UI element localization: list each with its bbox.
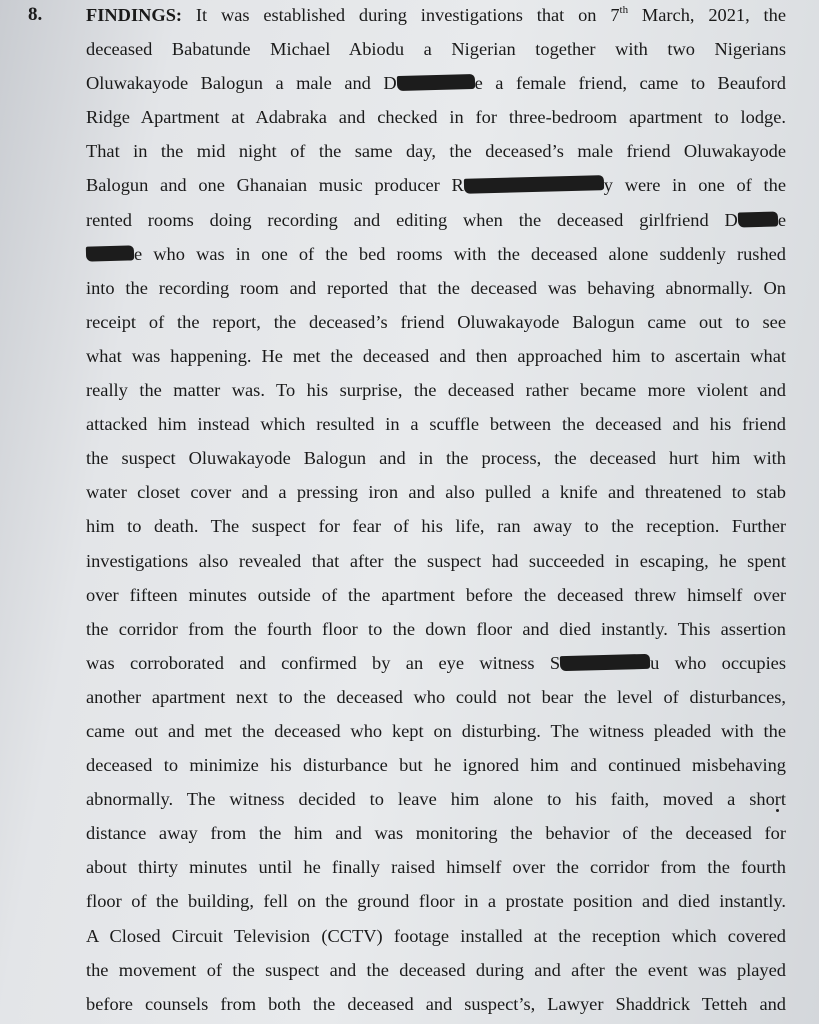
redaction-mark (396, 74, 474, 91)
text-line (86, 544, 786, 578)
text-line (86, 475, 786, 509)
line-text: March, 2021, the (628, 5, 786, 25)
line-text: before counsels from both the deceased and suspect’s, Lawyer Shaddrick Tetteh and (86, 993, 786, 1014)
ordinal-suffix: th (619, 4, 629, 16)
line-text: abnormally. The witness decided to leave him alone to his faith, moved a short (86, 789, 786, 810)
line-text: another apartment next to the deceased who could not bear the level of disturbances, (86, 686, 786, 707)
text-line (86, 100, 786, 134)
line-text: the suspect Oluwakayode Balogun and in the process, the deceased hurt him with (86, 448, 786, 469)
redaction-mark (560, 654, 650, 671)
redaction-mark (464, 176, 604, 195)
line-text: That in the mid night of the same day, the deceased’s male friend Oluwakayode (86, 141, 786, 162)
text-line (86, 919, 786, 953)
text-line (86, 305, 786, 339)
text-line (86, 816, 786, 850)
line-text: u who occupies (650, 652, 787, 673)
text-line (86, 0, 786, 32)
text-line (86, 271, 786, 305)
text-line (86, 714, 786, 748)
redaction-mark (738, 211, 778, 227)
line-text: e (777, 209, 786, 230)
text-line (86, 612, 786, 646)
text-line (86, 373, 786, 407)
line-text: y were in one of the (603, 175, 786, 196)
line-text: e a female friend, came to Beauford (474, 73, 786, 94)
line-text: e who was in one of the bed rooms with the deceased alone suddenly rushed (134, 243, 786, 264)
line-text: the corridor from the fourth floor to the down floor and died instantly. This assertion (86, 618, 786, 639)
line-text: It was established during investigations that on 7 (182, 5, 620, 25)
line-text: about thirty minutes until he finally raised himself over the corridor from the fourth (86, 857, 786, 878)
line-text: really the matter was. To his surprise, the deceased rather became more violent and (86, 380, 786, 401)
text-line (86, 578, 786, 612)
line-text: distance away from the him and was monitoring the behavior of the deceased for (86, 823, 786, 844)
line-text: receipt of the report, the deceased’s friend Oluwakayode Balogun came out to see (86, 311, 786, 332)
text-line (86, 203, 786, 237)
line-text: floor of the building, fell on the ground floor in a prostate position and died instantly. (86, 891, 786, 912)
text-line (86, 66, 786, 100)
line-text: water closet cover and a pressing iron and also pulled a knife and threatened to stab (86, 482, 786, 503)
text-line (86, 441, 786, 475)
line-text: deceased Babatunde Michael Abiodu a Nigerian together with two Nigerians (86, 39, 786, 60)
text-line (86, 32, 786, 66)
text-line (86, 407, 786, 441)
line-text: deceased to minimize his disturbance but he ignored him and continued misbehaving (86, 755, 786, 776)
ink-dot (776, 809, 779, 812)
section-label: FINDINGS: (86, 5, 183, 25)
line-text: attacked him instead which resulted in a scuffle between the deceased and his friend (86, 414, 786, 435)
text-line (86, 646, 786, 680)
line-text: him to death. The suspect for fear of his life, ran away to the reception. Further (86, 516, 786, 537)
line-text: into the recording room and reported that the deceased was behaving abnormally. On (86, 277, 786, 298)
line-text: was corroborated and confirmed by an eye witness S (86, 652, 561, 673)
text-line (86, 134, 786, 168)
line-text: came out and met the deceased who kept on disturbing. The witness pleaded with the (86, 720, 786, 741)
text-line (86, 237, 786, 271)
line-text: A Closed Circuit Television (CCTV) footage installed at the reception which covered (86, 925, 786, 946)
line-text: Balogun and one Ghanaian music producer R (86, 175, 464, 196)
line-text: Ridge Apartment at Adabraka and checked in for three-bedroom apartment to lodge. (86, 107, 786, 128)
text-line (86, 168, 786, 202)
text-line (86, 782, 786, 816)
text-line (86, 509, 786, 543)
text-line (86, 680, 786, 714)
redaction-mark (86, 245, 134, 261)
text-line (86, 953, 786, 987)
section-number: 8. (28, 4, 43, 25)
line-text: what was happening. He met the deceased and then approached him to ascertain what (86, 345, 786, 366)
text-line (86, 884, 786, 918)
line-text: over fifteen minutes outside of the apartment before the deceased threw himself over (86, 584, 786, 605)
line-text: investigations also revealed that after the suspect had succeeded in escaping, he spent (86, 550, 786, 571)
text-line (86, 748, 786, 782)
text-line (86, 850, 786, 884)
line-text: rented rooms doing recording and editing when the deceased girlfriend D (86, 209, 738, 230)
line-text: Oluwakayode Balogun a male and D (86, 73, 397, 94)
line-text: the movement of the suspect and the deceased during and after the event was played (86, 959, 786, 980)
text-line (86, 339, 786, 373)
findings-paragraph (86, 0, 786, 1021)
text-line (86, 987, 786, 1021)
